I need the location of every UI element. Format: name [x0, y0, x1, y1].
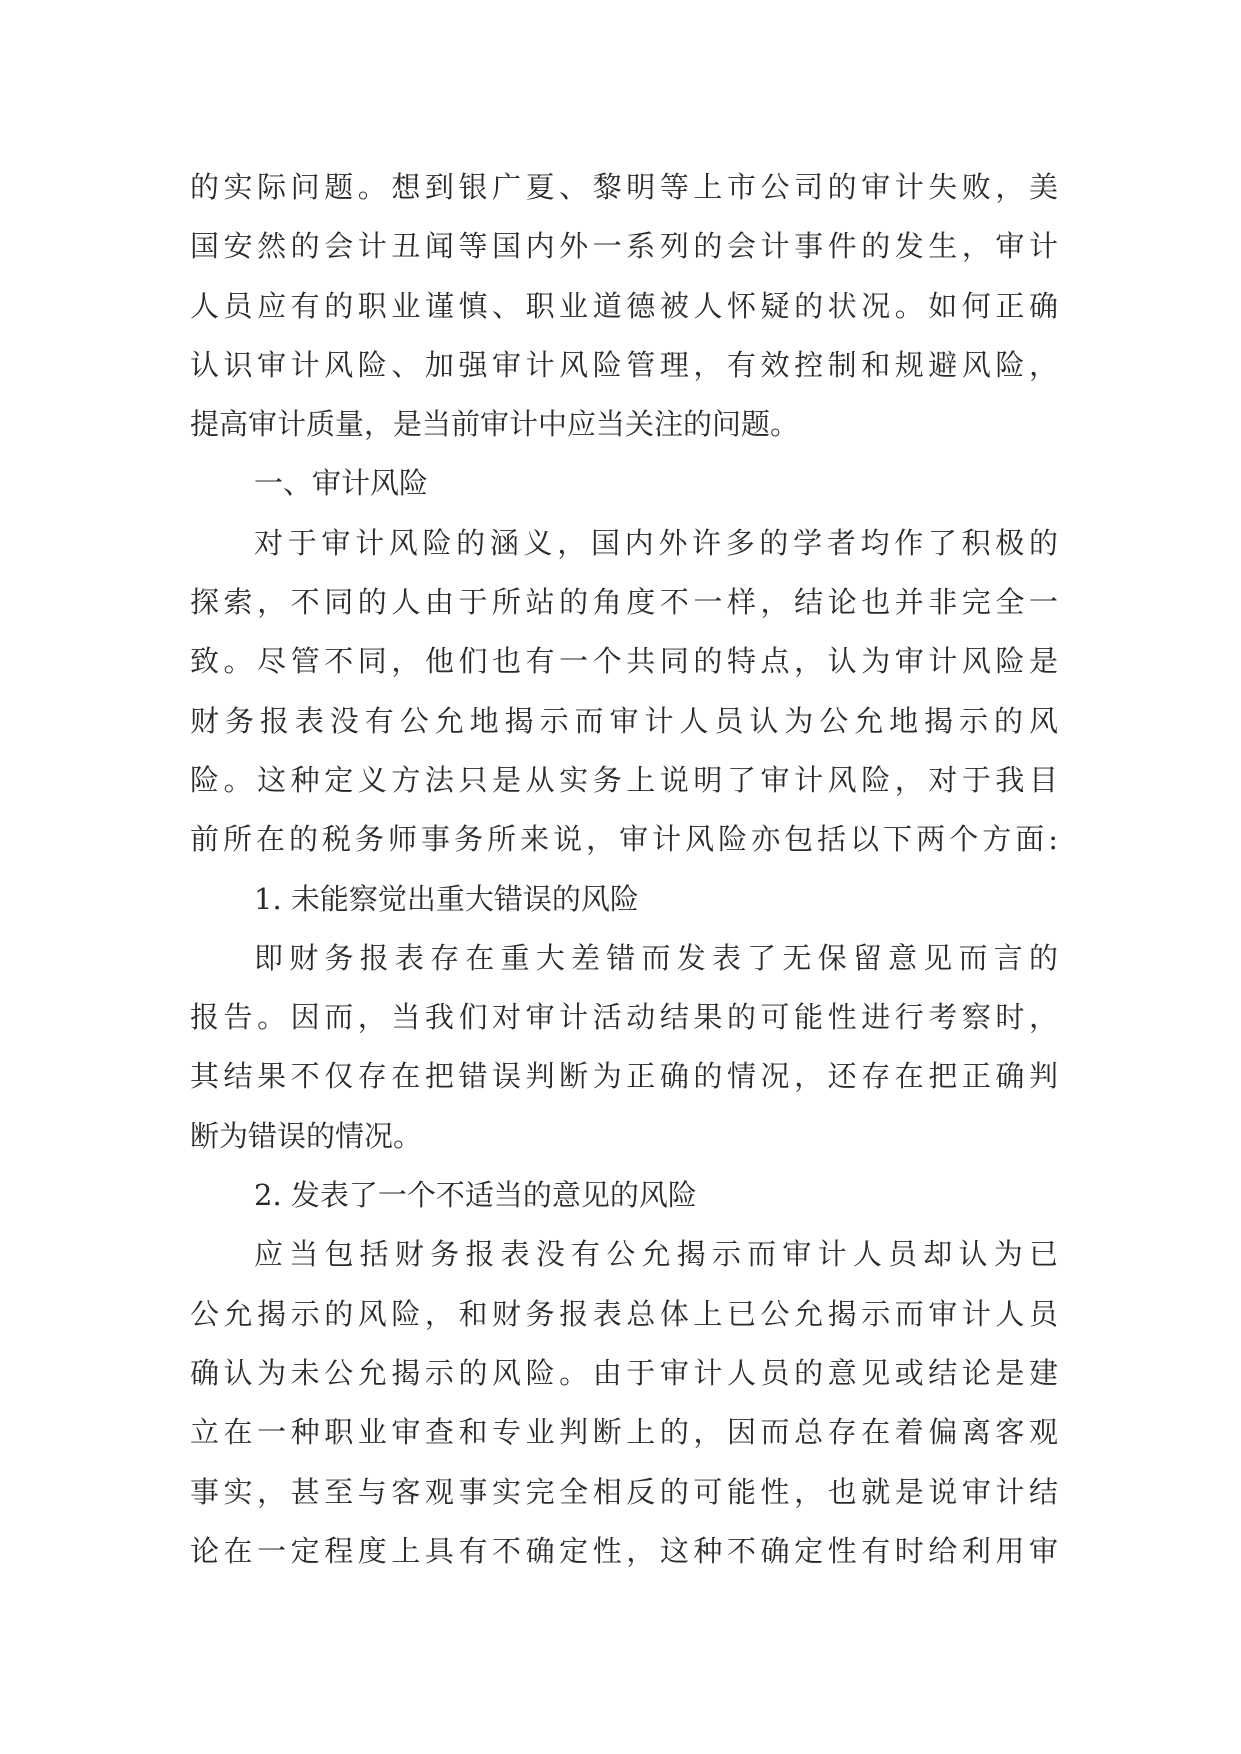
text-line: 对于审计风险的涵义，国内外许多的学者均作了积极的 [254, 525, 1058, 560]
subsection-heading: 1. 未能察觉出重大错误的风险 [254, 881, 639, 916]
text-line: 确认为未公允揭示的风险。由于审计人员的意见或结论是建 [190, 1355, 1058, 1390]
text-line: 险。这种定义方法只是从实务上说明了审计风险，对于我目 [190, 762, 1058, 797]
subsection-heading: 2. 发表了一个不适当的意见的风险 [254, 1178, 697, 1213]
text-line: 论在一定程度上具有不确定性，这种不确定性有时给利用审 [190, 1533, 1058, 1568]
text-line: 人员应有的职业谨慎、职业道德被人怀疑的状况。如何正确 [190, 288, 1058, 323]
text-line: 报告。因而，当我们对审计活动结果的可能性进行考察时， [190, 1000, 1058, 1035]
text-line: 前所在的税务师事务所来说，审计风险亦包括以下两个方面: [190, 822, 1058, 857]
text-line: 提高审计质量，是当前审计中应当关注的问题。 [190, 407, 800, 442]
text-line: 公允揭示的风险，和财务报表总体上已公允揭示而审计人员 [190, 1296, 1058, 1331]
text-line: 断为错误的情况。 [190, 1118, 423, 1153]
text-line: 立在一种职业审查和专业判断上的，因而总存在着偏离客观 [190, 1415, 1058, 1450]
text-line: 国安然的会计丑闻等国内外一系列的会计事件的发生，审计 [190, 229, 1058, 264]
text-line: 认识审计风险、加强审计风险管理，有效控制和规避风险， [190, 347, 1058, 382]
text-line: 应当包括财务报表没有公允揭示而审计人员却认为已 [254, 1237, 1058, 1272]
document-page [190, 158, 1058, 1581]
text-line: 财务报表没有公允地揭示而审计人员认为公允地揭示的风 [190, 703, 1058, 738]
text-line: 事实，甚至与客观事实完全相反的可能性，也就是说审计结 [190, 1474, 1058, 1509]
text-line: 的实际问题。想到银广夏、黎明等上市公司的审计失败，美 [190, 170, 1058, 204]
text-line: 即财务报表存在重大差错而发表了无保留意见而言的 [254, 940, 1058, 975]
text-line: 其结果不仅存在把错误判断为正确的情况，还存在把正确判 [190, 1059, 1058, 1094]
text-line: 致。尽管不同，他们也有一个共同的特点，认为审计风险是 [190, 644, 1058, 679]
section-heading: 一、审计风险 [254, 466, 429, 501]
text-line: 探索，不同的人由于所站的角度不一样，结论也并非完全一 [190, 585, 1058, 620]
